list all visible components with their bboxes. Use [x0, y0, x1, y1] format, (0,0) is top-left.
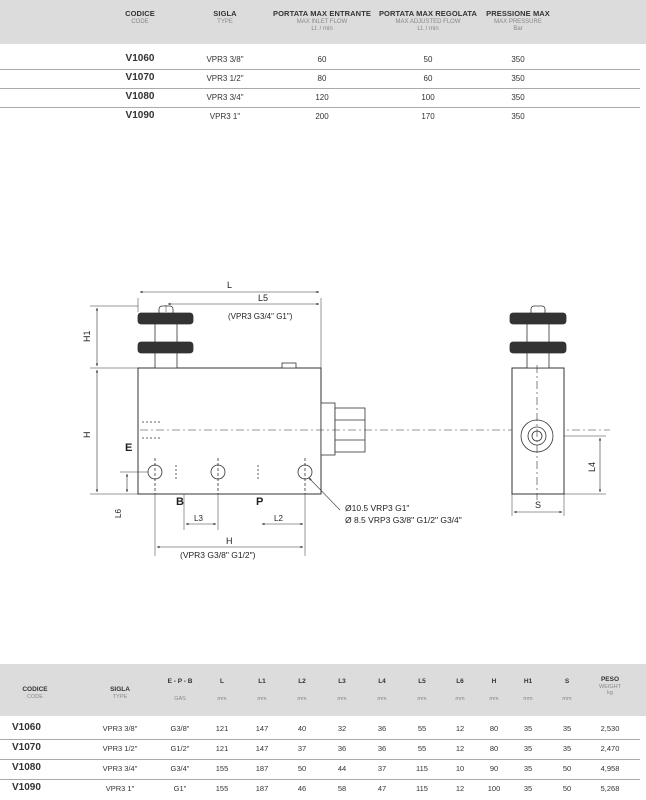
- table-row: [0, 760, 646, 779]
- row-l6: 10: [455, 764, 465, 773]
- hole-note-2: Ø 8.5 VRP3 G3/8" G1/2" G3/4": [345, 515, 462, 525]
- row-divider: [0, 107, 640, 108]
- table-row: [0, 740, 646, 759]
- bheader-h1: H1 mm: [523, 678, 533, 702]
- header-adjusted-flow: PORTATA MAX REGOLATA MAX ADJUSTED FLOW Lt. / min: [378, 9, 478, 32]
- header-type: SIGLA TYPE: [213, 9, 237, 25]
- row-h: 90: [489, 764, 499, 773]
- bheader-s: S mm: [562, 678, 572, 702]
- row-type: VPR3 3/8": [206, 55, 244, 64]
- row-l: 155: [215, 784, 229, 793]
- row-inlet: 60: [317, 55, 327, 64]
- row-h1: 35: [523, 744, 533, 753]
- table-row: [0, 780, 646, 799]
- row-code: V1080: [12, 762, 41, 773]
- row-type: VPR3 1/2": [102, 744, 138, 753]
- row-inlet: 120: [315, 93, 329, 102]
- table-row: [0, 109, 646, 127]
- row-l5: 115: [416, 784, 428, 793]
- row-divider: [0, 69, 640, 70]
- row-type: VPR3 3/4": [102, 764, 138, 773]
- row-s: 50: [562, 784, 572, 793]
- row-l5: 115: [416, 764, 428, 773]
- row-weight: 4,958: [600, 764, 620, 773]
- dim-label-l2: L2: [274, 514, 283, 523]
- row-code: V1060: [12, 722, 41, 733]
- row-pressure: 350: [511, 112, 525, 121]
- row-l3: 32: [337, 724, 347, 733]
- row-l1: 187: [255, 784, 269, 793]
- row-gas: G1/2": [170, 744, 190, 753]
- row-l4: 36: [377, 744, 387, 753]
- bheader-l5: L5 mm: [417, 678, 427, 702]
- dim-label-l4: L4: [587, 461, 597, 472]
- bheader-l2: L2 mm: [297, 678, 307, 702]
- row-gas: G1": [173, 784, 187, 793]
- table-row: [0, 71, 646, 89]
- row-weight: 5,268: [600, 784, 620, 793]
- row-l3: 36: [337, 744, 347, 753]
- row-gas: G3/8": [170, 724, 190, 733]
- dim-label-l: L: [227, 280, 233, 290]
- dim-label-h1: H1: [82, 330, 92, 342]
- row-type: VPR3 3/8": [102, 724, 138, 733]
- row-l: 121: [215, 744, 229, 753]
- header-pressure: PRESSIONE MAX MAX PRESSURE Bar: [486, 9, 550, 32]
- table-row: [0, 720, 646, 739]
- row-inlet: 80: [317, 74, 327, 83]
- row-gas: G3/4": [170, 764, 190, 773]
- bheader-h: H mm: [489, 678, 499, 702]
- row-l: 155: [215, 764, 229, 773]
- row-l: 121: [215, 724, 229, 733]
- row-adjusted: 170: [421, 112, 435, 121]
- row-l6: 12: [455, 724, 465, 733]
- dim-label-l3: L3: [194, 514, 203, 523]
- row-l5: 55: [417, 744, 427, 753]
- row-l4: 36: [377, 724, 387, 733]
- dim-label-h-bottom-note: (VPR3 G3/8" G1/2"): [180, 550, 256, 560]
- valve-technical-drawing: [0, 270, 646, 570]
- dim-label-l6: L6: [114, 509, 123, 518]
- row-type: VPR3 1": [209, 112, 241, 121]
- bheader-l1: L1 mm: [257, 678, 267, 702]
- row-l2: 46: [297, 784, 307, 793]
- bheader-l3: L3 mm: [337, 678, 347, 702]
- row-l5: 55: [417, 724, 427, 733]
- top-table-header: [0, 0, 646, 44]
- row-h: 80: [489, 744, 499, 753]
- table-row: [0, 52, 646, 70]
- row-pressure: 350: [511, 93, 525, 102]
- dim-label-h: H: [82, 431, 92, 438]
- row-l4: 37: [377, 764, 387, 773]
- row-pressure: 350: [511, 74, 525, 83]
- row-l1: 187: [255, 764, 269, 773]
- hole-note-1: Ø10.5 VRP3 G1": [345, 503, 410, 513]
- row-l4: 47: [377, 784, 387, 793]
- row-weight: 2,470: [600, 744, 620, 753]
- row-type: VPR3 1": [105, 784, 135, 793]
- bheader-l4: L4 mm: [377, 678, 387, 702]
- row-l6: 12: [455, 744, 465, 753]
- row-l2: 50: [297, 764, 307, 773]
- bheader-gas: E - P - B GAS: [167, 678, 193, 702]
- side-adjusting-knob: [510, 313, 566, 324]
- dim-label-l5: L5: [258, 293, 269, 303]
- row-h: 100: [487, 784, 501, 793]
- row-weight: 2,530: [600, 724, 620, 733]
- row-divider: [0, 88, 640, 89]
- row-code: V1090: [125, 110, 155, 121]
- row-code: V1080: [125, 91, 155, 102]
- row-l2: 40: [297, 724, 307, 733]
- port-b-hole: [148, 465, 162, 479]
- row-h: 80: [489, 724, 499, 733]
- bottom-table-header: [0, 664, 646, 716]
- port-label-p: P: [256, 496, 264, 508]
- row-type: VPR3 3/4": [206, 93, 244, 102]
- row-code: V1060: [125, 53, 155, 64]
- port-label-e: E: [125, 442, 133, 454]
- bheader-code: CODICE CODE: [22, 686, 48, 700]
- dim-label-l5-note: (VPR3 G3/4" G1"): [228, 312, 293, 321]
- row-code: V1070: [125, 72, 155, 83]
- dim-label-h-bottom: H: [226, 536, 233, 546]
- row-l3: 58: [337, 784, 347, 793]
- bheader-type: SIGLA TYPE: [110, 686, 130, 700]
- row-l3: 44: [337, 764, 347, 773]
- row-s: 35: [562, 744, 572, 753]
- row-adjusted: 100: [421, 93, 435, 102]
- row-s: 50: [562, 764, 572, 773]
- lock-nut: [138, 342, 193, 353]
- row-h1: 35: [523, 784, 533, 793]
- row-s: 35: [562, 724, 572, 733]
- port-label-b: B: [176, 496, 184, 508]
- row-inlet: 200: [315, 112, 329, 121]
- side-lock-nut: [510, 342, 566, 353]
- row-h1: 35: [523, 764, 533, 773]
- row-l2: 37: [297, 744, 307, 753]
- bheader-l: L mm: [217, 678, 227, 702]
- row-h1: 35: [523, 724, 533, 733]
- bheader-l6: L6 mm: [455, 678, 465, 702]
- header-code: CODICE CODE: [125, 9, 155, 25]
- port-middle-hole: [211, 465, 225, 479]
- row-adjusted: 60: [423, 74, 433, 83]
- valve-body-front: [138, 368, 321, 494]
- table-row: [0, 90, 646, 108]
- row-code: V1090: [12, 782, 41, 793]
- port-p-hole: [298, 465, 312, 479]
- row-l1: 147: [255, 744, 269, 753]
- adjusting-knob: [138, 313, 193, 324]
- row-adjusted: 50: [423, 55, 433, 64]
- row-type: VPR3 1/2": [206, 74, 244, 83]
- dim-label-s: S: [535, 500, 542, 510]
- header-inlet-flow: PORTATA MAX ENTRANTE MAX INLET FLOW Lt. / min: [273, 9, 371, 32]
- row-code: V1070: [12, 742, 41, 753]
- row-l1: 147: [255, 724, 269, 733]
- row-pressure: 350: [511, 55, 525, 64]
- row-l6: 12: [455, 784, 465, 793]
- bheader-weight: PESO WEIGHT kg: [599, 676, 621, 697]
